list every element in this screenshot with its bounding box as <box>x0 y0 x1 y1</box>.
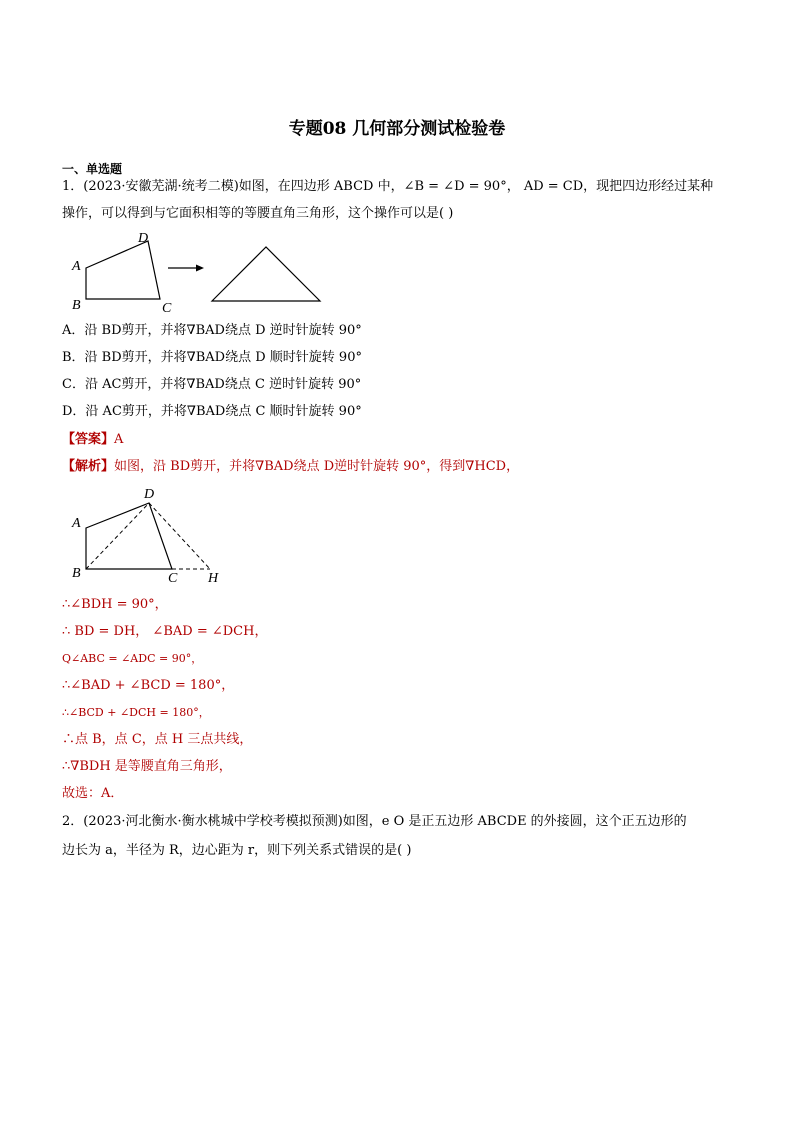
step-6: ∴点 B，点 C，点 H 三点共线， <box>62 732 253 747</box>
label-b2: B <box>72 566 81 581</box>
step-1: ∴∠BDH = 90°， <box>62 597 168 612</box>
conclusion: 故选：A． <box>62 786 124 801</box>
answer-value: A <box>114 432 124 447</box>
q2-stem-line1: 2．(2023·河北衡水·衡水桃城中学校考模拟预测)如图，e O 是正五边形 ABCDE 的外接圆，这个正五边形的 <box>62 814 687 829</box>
label-d: D <box>138 231 149 246</box>
option-a: A．沿 BD剪开，并将∇BAD绕点 D 逆时针旋转 90° <box>62 323 362 338</box>
label-a2: A <box>72 516 81 531</box>
section-heading: 一、单选题 <box>62 162 123 176</box>
page-title: 专题08 几何部分测试检验卷 <box>288 119 506 139</box>
analysis-line <box>62 458 519 476</box>
step-2: ∴ BD = DH， ∠BAD = ∠DCH， <box>62 624 268 639</box>
step-3: Q∠ABC = ∠ADC = 90°， <box>62 652 203 665</box>
label-h2: H <box>208 571 219 583</box>
arrow-head-icon <box>196 265 204 272</box>
step-4: ∴∠BAD + ∠BCD = 180°， <box>62 678 235 693</box>
dashed-dh <box>149 503 210 569</box>
option-c: C．沿 AC剪开，并将∇BAD绕点 C 逆时针旋转 90° <box>62 377 362 392</box>
quadrilateral-abcd-2 <box>86 503 172 569</box>
q1-stem-line1: 1．(2023·安徽芜湖·统考二模)如图，在四边形 ABCD 中，∠B = ∠D = 90°， AD = CD，现把四边形经过某种 <box>62 179 714 194</box>
analysis-text: 如图，沿 BD剪开，并将∇BAD绕点 D逆时针旋转 90°，得到∇HCD， <box>114 459 520 474</box>
option-b: B．沿 BD剪开，并将∇BAD绕点 D 顺时针旋转 90° <box>62 350 362 365</box>
step-5: ∴∠BCD + ∠DCH = 180°， <box>62 706 210 719</box>
label-b: B <box>72 298 81 313</box>
label-c2: C <box>168 571 178 583</box>
q1-figure <box>62 228 332 316</box>
isosceles-right-triangle <box>212 247 320 301</box>
answer-tag: 【答案】 <box>62 432 115 447</box>
quadrilateral-abcd <box>86 241 160 299</box>
q2-stem-line2: 边长为 a，半径为 R，边心距为 r，则下列关系式错误的是( ) <box>62 843 412 858</box>
label-d2: D <box>144 487 155 502</box>
option-d: D．沿 AC剪开，并将∇BAD绕点 C 顺时针旋转 90° <box>62 404 362 419</box>
answer-line <box>62 431 123 449</box>
label-c: C <box>162 301 172 316</box>
label-a: A <box>72 259 81 274</box>
dashed-bd <box>86 503 149 569</box>
q1-stem-line2: 操作，可以得到与它面积相等的等腰直角三角形，这个操作可以是( ) <box>62 206 454 221</box>
q1-analysis-figure <box>62 483 242 583</box>
step-7: ∴∇BDH 是等腰直角三角形， <box>62 759 232 774</box>
analysis-tag: 【解析】 <box>62 459 115 474</box>
